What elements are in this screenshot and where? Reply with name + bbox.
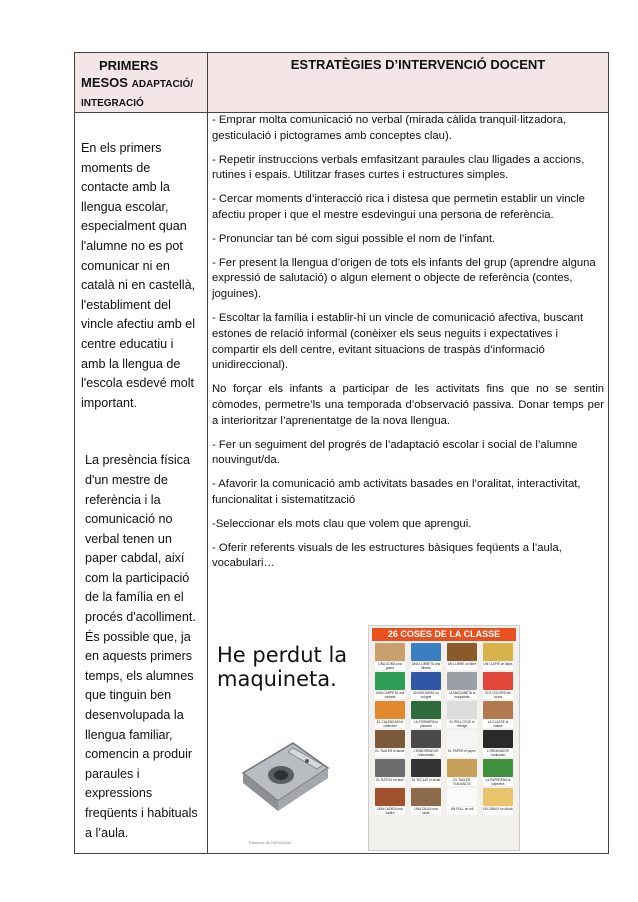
header-right-cell — [208, 53, 609, 113]
strategy-item: - Repetir instruccions verbals emfasitzant paraules clau lligades a accions, rutines i espais. Utilitzar frases curtes i estructures simples. — [212, 153, 585, 182]
poster-item-label: L'ESBORRADOR l'esborrador — [411, 749, 441, 757]
left-body-cell — [75, 113, 208, 854]
poster-item — [409, 701, 443, 728]
poster-item-picture — [375, 701, 405, 719]
poster-item-picture — [447, 672, 477, 690]
poster-item-label: EL RELLOTGE el rellotge — [447, 720, 477, 728]
strategies-table — [74, 52, 609, 854]
poster-item-label: UN BOLÍGRAF un bolígraf — [412, 691, 440, 699]
poster-item — [409, 759, 443, 786]
poster-item-picture — [411, 643, 441, 661]
poster-item-label: EL TAULER el tauler — [375, 749, 405, 757]
poster-item-picture — [483, 672, 513, 690]
strategy-item: - Afavorir la comunicació amb activitats basades en l’oralitat, interactivitat, funcionalitat i sistematització — [212, 478, 581, 506]
sharpener-icon — [223, 713, 343, 823]
strategy-item: - Emprar molta comunicació no verbal (mirada càlida tranquil·litzadora, gesticulació i pictogrames amb conceptes clau). — [212, 114, 567, 142]
poster-item-picture — [411, 730, 441, 748]
poster-item — [445, 701, 479, 728]
poster-item-picture — [447, 730, 477, 748]
poster-item-picture — [447, 788, 477, 806]
poster-item-label: UNA CADIRA una cadira — [375, 807, 405, 815]
poster-item-picture — [375, 672, 405, 690]
poster-item — [409, 672, 443, 699]
poster-item-label: UN LLAPIS un llapis — [483, 662, 513, 670]
poster-title: 26 COSES DE LA CLASSE — [372, 628, 516, 641]
poster-item — [481, 701, 515, 728]
poster-item-picture — [411, 672, 441, 690]
poster-item-label: UN DIBUIX un dibuix — [483, 807, 513, 815]
poster-item — [409, 643, 443, 670]
poster-item — [409, 730, 443, 757]
poster-item — [481, 759, 515, 786]
poster-item-picture — [483, 701, 513, 719]
left-paragraph-1: En els primers moments de contacte amb la llengua escolar, especialment quan l'alumne no es pot comunicar ni en català ni en castellà, l'establiment del vincle afectiu amb el centre educatiu i amb la llengua de l'escola esdevé molt important. — [81, 141, 196, 410]
poster-item — [445, 759, 479, 786]
poster-item-label: UNA LLIBRETA una llibreta — [411, 662, 441, 670]
pictogram-title-line2: maquineta. — [217, 667, 337, 691]
strategy-item: - Cercar moments d’interacció rica i distesa que permetin establir un vincle afectiu proper i que el mestre esdevingui una persona de referència. — [212, 193, 585, 221]
poster-item-label: L'ORDINADOR l'ordinador — [483, 749, 513, 757]
header-left-title2: MESOS — [81, 75, 128, 90]
strategy-item: - Oferir referents visuals de les estructures bàsiques feqüents a l’aula, vocabulari… — [212, 541, 562, 570]
poster-item — [445, 672, 479, 699]
strategy-item: - Escoltar la família i establir-hi un vincle de comunicació afectiva, buscant estones de relació informal (conèixer els seus neguits i expectatives i compartir els dell centre, evitant situacions de traspàs d’informació unidireccional). — [212, 311, 584, 372]
poster-item-label: EL RATOLÍ el ratolí — [375, 778, 405, 786]
poster-item-label: UN FULL un full — [447, 807, 477, 815]
poster-item-picture — [447, 701, 477, 719]
poster-item — [373, 759, 407, 786]
poster-item — [409, 788, 443, 815]
poster-item — [373, 643, 407, 670]
poster-item-picture — [483, 730, 513, 748]
poster-item-label: UN LLIBRE un llibre — [447, 662, 477, 670]
header-left-small1: ADAPTACIÓ/ — [131, 79, 194, 90]
poster-item-label: EL TECLAT el teclat — [411, 778, 441, 786]
right-body-cell — [208, 113, 609, 854]
poster-item-label: UNA TAULA una taula — [411, 807, 441, 815]
pictogram-title-line1: He perdut la — [217, 643, 348, 667]
strategy-item: - Fer present la llengua d’origen de tots els infants del grup (aprendre alguna expressió de salutació) o algun element o objecte de referència (contes, joguines). — [212, 256, 596, 301]
poster-item-picture — [375, 788, 405, 806]
strategy-item: -Seleccionar els mots clau que volem que aprengui. — [212, 517, 472, 530]
poster-item-picture — [447, 643, 477, 661]
poster-item — [481, 730, 515, 757]
poster-item-picture — [483, 643, 513, 661]
poster-item-label: UNA CARPETA una carpeta — [375, 691, 405, 699]
poster-grid — [369, 641, 519, 817]
poster-item — [445, 643, 479, 670]
body-row — [75, 113, 609, 854]
poster-item — [373, 701, 407, 728]
strategy-item: No forçar els infants a participar de les activitats fins que no se sentin còmodes, permetre’ls una temporada d’observació passiva. Donar temps per a interioritzar l’aprenentatge de la nova llengua. — [212, 383, 604, 427]
strategy-item: - Fer un seguiment del progrés de l’adaptació escolar i social de l’alumne nouvingut/da. — [212, 438, 578, 467]
poster-item-label: LA PISSARRA la pissarra — [411, 720, 441, 728]
poster-item-picture — [411, 759, 441, 777]
strategy-item: - Pronunciar tan bé com sigui possible el nom de l’infant. — [212, 232, 496, 245]
poster-item — [373, 788, 407, 815]
poster-item-picture — [375, 730, 405, 748]
poster-item-label: LA CLASSE la classe — [483, 720, 513, 728]
poster-item — [445, 730, 479, 757]
poster-item — [481, 788, 515, 815]
header-left-cell — [75, 53, 208, 113]
header-right-title: ESTRATÈGIES D’INTERVENCIÓ DOCENT — [290, 57, 546, 72]
poster-item-label: ELS COLORS els colors — [483, 691, 513, 699]
poster-item-picture — [375, 759, 405, 777]
poster-item-label: UNA GOMA una goma — [375, 662, 405, 670]
poster-item-picture — [447, 759, 477, 777]
poster-item-label: EL CALENDARI el calendari — [376, 720, 404, 728]
poster-item-label: LA PAPERERA la paperera — [483, 778, 513, 786]
poster-item-picture — [375, 643, 405, 661]
header-row — [75, 53, 609, 113]
poster-item — [481, 672, 515, 699]
pictogram-credit: Dibuixos de l'ARASAAC — [249, 840, 292, 845]
poster-item-picture — [483, 788, 513, 806]
poster-item-picture — [411, 701, 441, 719]
left-paragraph-2: La presència física d'un mestre de referència i la comunicació no verbal tenen un paper cabdal, així com la participació de la família en el procés d'acolliment. És possible que, ja en aquests primers temps, els alumnes que tinguin ben desenvolupada la llengua familiar, comencin a produir paraules i expressions freqüents i habituals a l’aula. — [85, 453, 198, 840]
header-left-title: PRIMERS — [99, 58, 159, 73]
poster-item — [445, 788, 479, 815]
poster-item-picture — [411, 788, 441, 806]
poster-item-label: LA MAQUINETA la maquineta — [448, 691, 476, 699]
poster-item — [373, 672, 407, 699]
header-left-small2: INTEGRACIÓ — [81, 98, 144, 109]
poster-item-label: EL PAPER el paper — [447, 749, 477, 757]
poster-item — [481, 643, 515, 670]
poster-item — [373, 730, 407, 757]
poster-item-label: EL TAULER D'ANUNCIS — [447, 778, 477, 786]
pictogram-card — [217, 643, 349, 843]
classroom-vocabulary-poster — [368, 625, 520, 851]
poster-item-picture — [483, 759, 513, 777]
